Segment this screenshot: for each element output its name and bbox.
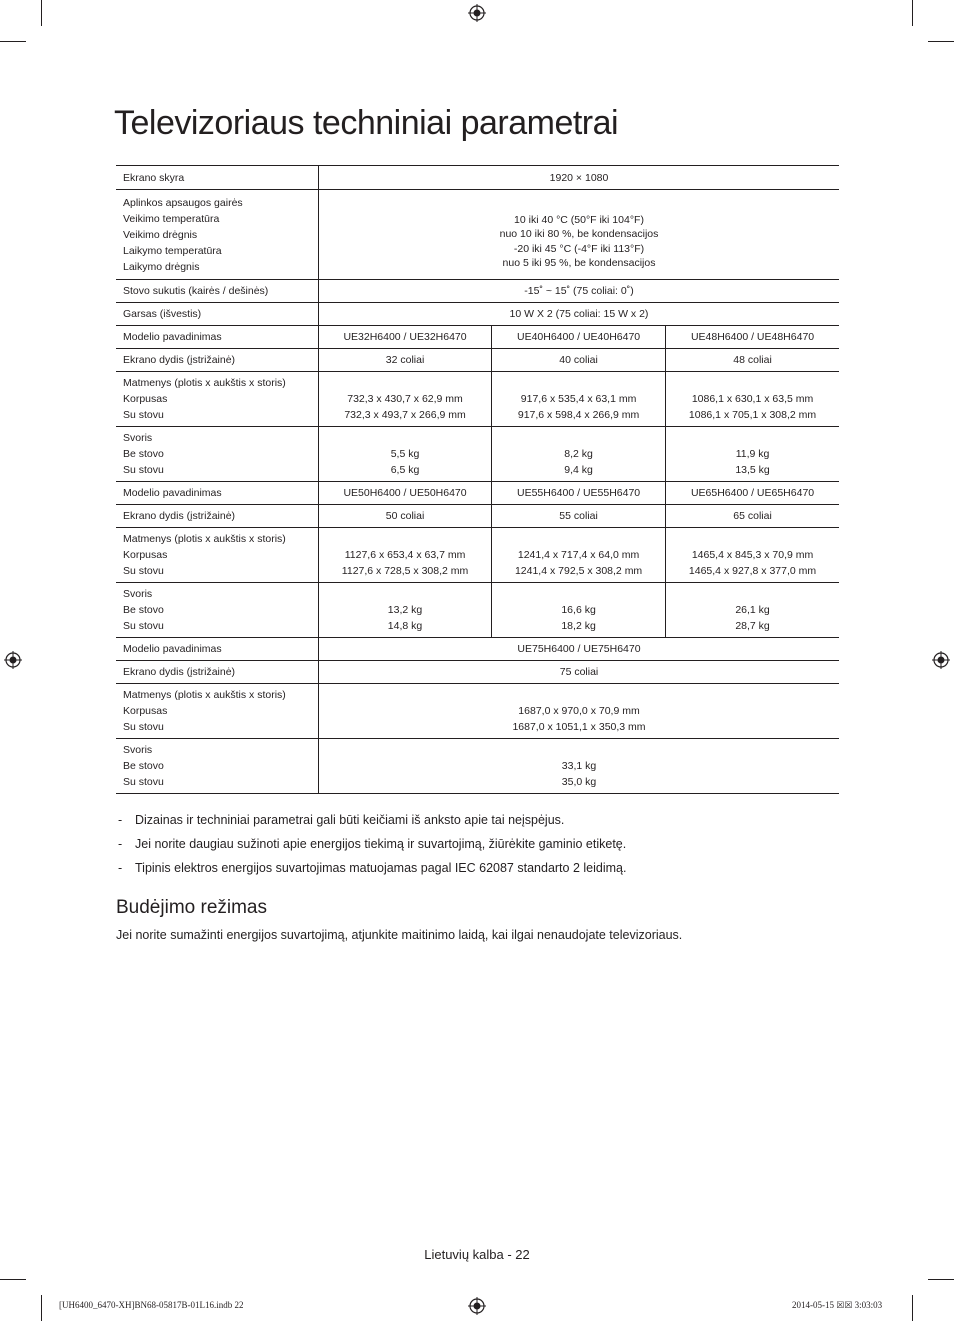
label-line: Su stovu	[123, 409, 164, 421]
value-line: 28,7 kg	[735, 620, 770, 632]
model-name: UE75H6400 / UE75H6470	[319, 638, 840, 661]
screen-size: 40 coliai	[492, 349, 666, 372]
value-line: 1465,4 x 845,3 x 70,9 mm	[691, 549, 814, 561]
dimensions	[319, 528, 492, 583]
value-line: 8,2 kg	[564, 448, 593, 460]
crop-mark	[41, 1295, 42, 1321]
date-slug: 2014-05-15 ☒☒ 3:03:03	[792, 1300, 883, 1310]
value-line: 1687,0 x 1051,1 x 350,3 mm	[512, 721, 646, 733]
label-line: Matmenys (plotis x aukštis x storis)	[123, 377, 286, 389]
row-label: Modelio pavadinimas	[116, 638, 319, 661]
dimensions	[492, 528, 666, 583]
label-line: Su stovu	[123, 620, 164, 632]
row-label: Ekrano skyra	[116, 166, 319, 190]
value-line: 16,6 kg	[561, 604, 596, 616]
value-line: nuo 10 iki 80 %, be kondensacijos	[499, 228, 659, 240]
row-label	[116, 190, 319, 280]
table-row	[116, 427, 839, 482]
crop-mark	[928, 41, 954, 42]
model-name: UE65H6400 / UE65H6470	[666, 482, 839, 505]
page-number: Lietuvių kalba - 22	[424, 1247, 530, 1262]
row-label	[116, 739, 319, 794]
file-slug: [UH6400_6470-XH]BN68-05817B-01L16.indb 22	[59, 1300, 244, 1310]
row-value: 10 W X 2 (75 coliai: 15 W x 2)	[319, 303, 840, 326]
row-label: Modelio pavadinimas	[116, 482, 319, 505]
value-line: 1687,0 x 970,0 x 70,9 mm	[518, 705, 640, 717]
row-value: -15˚ ~ 15˚ (75 coliai: 0˚)	[319, 280, 840, 303]
crop-mark	[912, 1295, 913, 1321]
value-line: 1465,4 x 927,8 x 377,0 mm	[688, 565, 817, 577]
section-text: Jei norite sumažinti energijos suvartojimą, atjunkite maitinimo laidą, kai ilgai nenaudojate televizoriaus.	[116, 928, 683, 942]
value-line: nuo 5 iki 95 %, be kondensacijos	[502, 257, 656, 269]
label-line: Veikimo temperatūra	[123, 212, 220, 225]
label-line: Laikymo temperatūra	[123, 244, 222, 257]
table-row	[116, 303, 839, 326]
value-line: 1086,1 x 705,1 x 308,2 mm	[688, 409, 817, 421]
value-line: 13,2 kg	[387, 604, 423, 616]
label-line: Korpusas	[123, 705, 168, 717]
value-line: 917,6 x 598,4 x 266,9 mm	[517, 409, 640, 421]
row-value: 1920 × 1080	[319, 166, 840, 190]
label-line: Su stovu	[123, 721, 164, 733]
table-row	[116, 166, 839, 190]
list-item: - Jei norite daugiau sužinoti apie energijos tiekimą ir suvartojimą, žiūrėkite gaminio etiketę.	[118, 836, 626, 860]
model-name: UE40H6400 / UE40H6470	[492, 326, 666, 349]
screen-size: 55 coliai	[492, 505, 666, 528]
value-line: -20 iki 45 °C (-4°F iki 113°F)	[513, 242, 645, 255]
table-row	[116, 326, 839, 349]
screen-size: 50 coliai	[319, 505, 492, 528]
screen-size: 65 coliai	[666, 505, 839, 528]
weight	[666, 427, 839, 482]
label-line: Be stovo	[123, 760, 164, 772]
value-line: 10 iki 40 °C (50°F iki 104°F)	[514, 213, 644, 226]
row-label: Garsas (išvestis)	[116, 303, 319, 326]
dimensions	[666, 528, 839, 583]
table-row	[116, 638, 839, 661]
row-label: Ekrano dydis (įstrižainė)	[116, 661, 319, 684]
row-label	[116, 684, 319, 739]
label-line: Be stovo	[123, 604, 164, 616]
table-row	[116, 684, 839, 739]
table-row	[116, 349, 839, 372]
section-heading: Budėjimo režimas	[116, 897, 267, 918]
screen-size: 75 coliai	[319, 661, 840, 684]
row-label	[116, 427, 319, 482]
table-row	[116, 583, 839, 638]
table-row	[116, 190, 839, 280]
model-name: UE48H6400 / UE48H6470	[666, 326, 839, 349]
table-row	[116, 372, 839, 427]
spec-table	[116, 165, 839, 794]
registration-mark-icon	[932, 651, 950, 669]
table-row	[116, 505, 839, 528]
dimensions	[666, 372, 839, 427]
label-line: Su stovu	[123, 565, 164, 577]
crop-mark	[928, 1279, 954, 1280]
table-row	[116, 280, 839, 303]
dimensions	[319, 372, 492, 427]
row-label: Stovo sukutis (kairės / dešinės)	[116, 280, 319, 303]
table-row	[116, 739, 839, 794]
value-line: 26,1 kg	[735, 604, 770, 616]
weight	[492, 427, 666, 482]
label-line: Korpusas	[123, 549, 168, 561]
value-line: 917,6 x 535,4 x 63,1 mm	[520, 393, 637, 405]
crop-mark	[41, 0, 42, 26]
list-item: - Tipinis elektros energijos suvartojimas matuojamas pagal IEC 62087 standarto 2 leidimą.	[118, 860, 626, 884]
crop-mark	[0, 41, 26, 42]
weight	[319, 427, 492, 482]
label-line: Svoris	[123, 744, 153, 756]
value-line: 1086,1 x 630,1 x 63,5 mm	[691, 393, 814, 405]
value-line: 732,3 x 430,7 x 62,9 mm	[347, 393, 463, 405]
table-row	[116, 661, 839, 684]
value-line: 732,3 x 493,7 x 266,9 mm	[344, 409, 466, 421]
value-line: 9,4 kg	[564, 464, 593, 476]
crop-mark	[912, 0, 913, 26]
row-label	[116, 583, 319, 638]
value-line: 1127,6 x 653,4 x 63,7 mm	[344, 549, 466, 561]
value-line: 33,1 kg	[561, 760, 597, 772]
label-line: Matmenys (plotis x aukštis x storis)	[123, 533, 286, 545]
label-line: Su stovu	[123, 776, 164, 788]
row-label	[116, 372, 319, 427]
row-value	[319, 190, 840, 280]
weight	[319, 739, 840, 794]
label-line: Laikymo drėgnis	[123, 260, 200, 273]
weight	[666, 583, 839, 638]
value-line: 6,5 kg	[390, 464, 420, 476]
value-line: 1241,4 x 717,4 x 64,0 mm	[517, 549, 640, 561]
value-line: 1127,6 x 728,5 x 308,2 mm	[341, 565, 469, 577]
notes-list	[118, 812, 626, 884]
dimensions	[492, 372, 666, 427]
model-name: UE50H6400 / UE50H6470	[319, 482, 492, 505]
label-line: Svoris	[123, 432, 153, 444]
model-name: UE55H6400 / UE55H6470	[492, 482, 666, 505]
dimensions	[319, 684, 840, 739]
value-line: 35,0 kg	[561, 776, 597, 788]
label-line: Su stovu	[123, 464, 164, 476]
label-line: Svoris	[123, 588, 153, 600]
crop-mark	[0, 1279, 26, 1280]
registration-mark-icon	[4, 651, 22, 669]
label-line: Korpusas	[123, 393, 168, 405]
value-line: 18,2 kg	[561, 620, 596, 632]
label-line: Veikimo drėgnis	[123, 228, 198, 241]
registration-mark-icon	[468, 4, 486, 22]
label-line: Matmenys (plotis x aukštis x storis)	[123, 689, 286, 701]
value-line: 11,9 kg	[735, 448, 770, 460]
label-line: Be stovo	[123, 448, 164, 460]
list-item: - Dizainas ir techniniai parametrai gali būti keičiami iš anksto apie tai neįspėjus.	[118, 812, 626, 836]
row-label: Ekrano dydis (įstrižainė)	[116, 349, 319, 372]
registration-mark-icon	[468, 1297, 486, 1315]
table-row	[116, 528, 839, 583]
screen-size: 32 coliai	[319, 349, 492, 372]
model-name: UE32H6400 / UE32H6470	[319, 326, 492, 349]
row-label: Modelio pavadinimas	[116, 326, 319, 349]
value-line: 13,5 kg	[735, 464, 770, 476]
weight	[319, 583, 492, 638]
value-line: 1241,4 x 792,5 x 308,2 mm	[514, 565, 643, 577]
table-row	[116, 482, 839, 505]
weight	[492, 583, 666, 638]
screen-size: 48 coliai	[666, 349, 839, 372]
value-line: 14,8 kg	[387, 620, 423, 632]
row-label: Ekrano dydis (įstrižainė)	[116, 505, 319, 528]
label-line: Aplinkos apsaugos gairės	[123, 196, 243, 209]
page-title: Televizoriaus techniniai parametrai	[114, 104, 619, 142]
value-line: 5,5 kg	[390, 448, 420, 460]
row-label	[116, 528, 319, 583]
